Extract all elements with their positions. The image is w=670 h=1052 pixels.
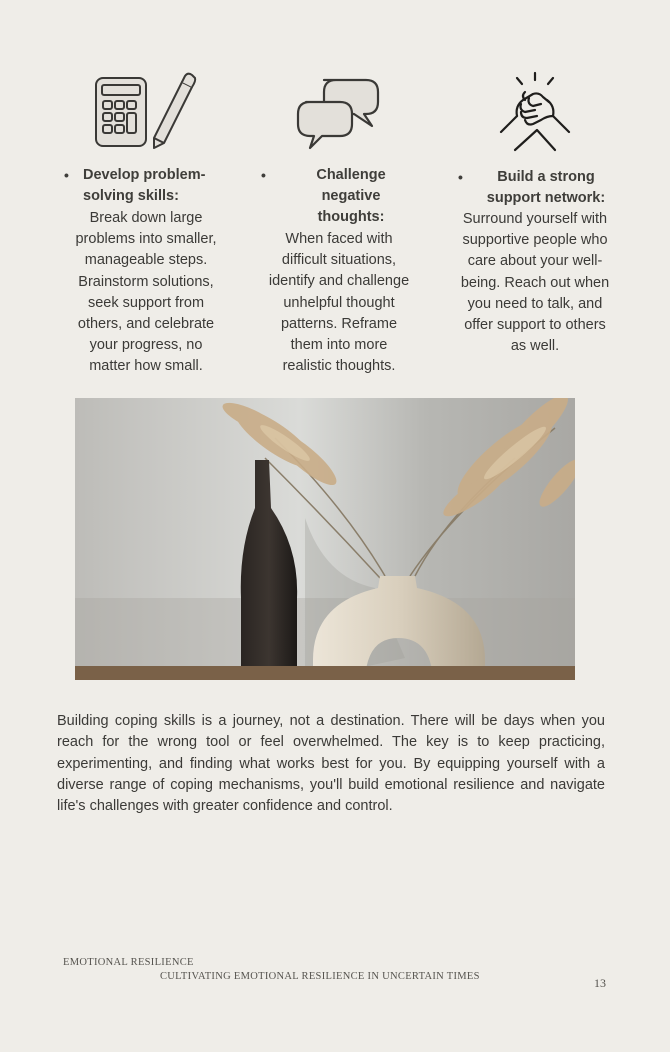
tip-heading-line: Build a strong xyxy=(497,169,595,185)
tip-body xyxy=(56,208,236,378)
tip-body-line: others, and celebrate xyxy=(77,316,215,333)
tip-body-line: problems into smaller, xyxy=(75,231,217,248)
tip-heading-line: thoughts: xyxy=(317,209,385,225)
tip-body-line: difficult situations, xyxy=(281,252,397,269)
tip-body-line: as well. xyxy=(510,338,560,355)
tip-heading-line: solving skills: xyxy=(83,188,179,204)
tip-body-line: Break down large xyxy=(89,210,203,226)
handshake-icon xyxy=(495,70,575,152)
page-number: 13 xyxy=(594,976,606,990)
tip-body-line: When faced with xyxy=(285,231,393,247)
tip-body-line: matter how small. xyxy=(89,358,203,375)
tip-body-line: offer support to others xyxy=(464,317,606,334)
tip-body-line: supportive people who xyxy=(462,232,608,249)
tip-heading-line: negative xyxy=(321,188,381,204)
tip-body-line: identify and challenge xyxy=(268,273,410,290)
tip-body-line: realistic thoughts. xyxy=(282,358,396,375)
tip-body-line: Brainstorm solutions, xyxy=(78,273,214,290)
tip-body-line: Surround yourself with xyxy=(462,211,608,227)
tip-body-line: them into more xyxy=(290,337,388,354)
vases-with-dried-pampas-grass-image xyxy=(75,398,575,680)
tip-body xyxy=(249,229,429,377)
tip-body-line: you need to talk, and xyxy=(467,295,603,312)
speech-bubbles-icon xyxy=(294,72,384,152)
tip-heading-line: support network: xyxy=(486,190,606,206)
tip-body-line: seek support from xyxy=(87,294,205,311)
tip-body-line: being. Reach out when xyxy=(460,274,610,291)
calculator-pencil-icon xyxy=(92,68,200,152)
footer-book-title: EMOTIONAL RESILIENCE xyxy=(63,957,194,968)
tip-heading-line: Develop problem- xyxy=(83,167,206,183)
tip-heading-line: Challenge xyxy=(316,167,386,183)
footer-subtitle: CULTIVATING EMOTIONAL RESILIENCE IN UNCERTAIN TIMES xyxy=(160,971,480,982)
tip-body-line: manageable steps. xyxy=(84,252,208,269)
tip-body-line: patterns. Reframe xyxy=(280,315,398,332)
tip-body-line: unhelpful thought xyxy=(283,294,395,311)
tip-body-line: your progress, no xyxy=(89,337,203,354)
closing-paragraph: Building coping skills is a journey, not a destination. There will be days when you reach for the wrong tool or feel overwhelmed. The key is to keep practicing, experimenting, and finding what works best for you. By equipping yourself with a diverse range of coping mechanisms, you'll build emotional resilience and navigate life's challenges with greater confidence and control. xyxy=(57,713,605,815)
tip-body xyxy=(445,209,625,357)
tip-body-line: care about your well- xyxy=(467,253,603,270)
